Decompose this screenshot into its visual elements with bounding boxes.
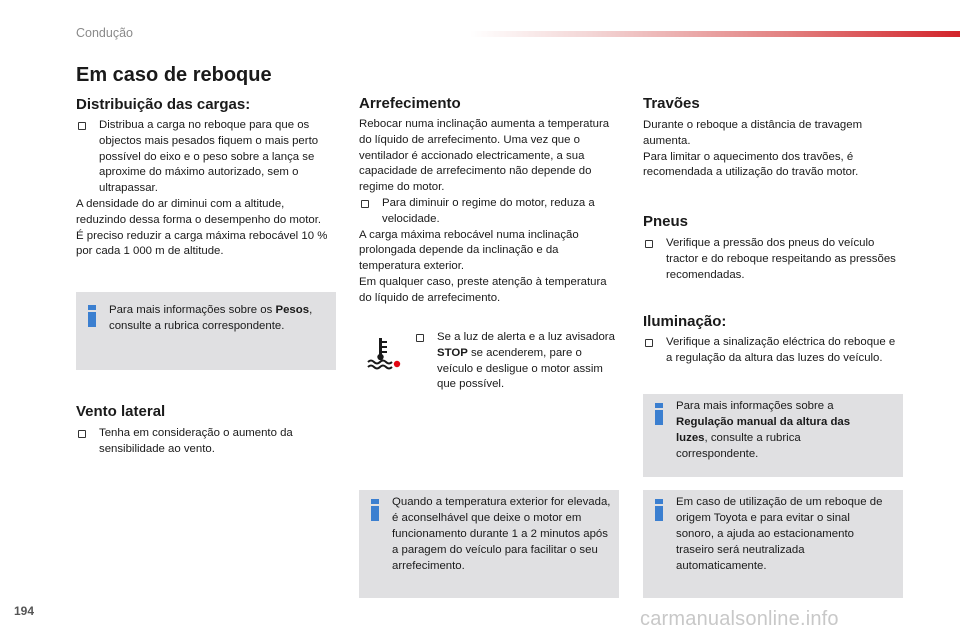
watermark: carmanualsonline.info (640, 608, 839, 630)
brakes-paragraph: Durante o reboque a distância de travagem aumenta. (643, 119, 863, 147)
list-item: Verifique a sinalização eléctrica do reboque e a regulação da altura das luzes do veículo. (643, 335, 898, 367)
heading-lighting: Iluminação: (643, 313, 727, 330)
list-item: Distribua a carga no reboque para que os objectos mais pesados fiquem o mais perto possível do eixo e o peso sobre a lança se aproxime do máximo autorizado, sem o ultrapassar. (76, 118, 331, 197)
list-item: Tenha em consideração o aumento da sensibilidade ao vento. (76, 426, 331, 458)
crosswind-text (76, 426, 331, 458)
heading-load-distribution: Distribuição das cargas: (76, 96, 251, 113)
list-item: Verifique a pressão dos pneus do veículo tractor e do reboque respeitando as pressões recomendadas. (643, 236, 898, 283)
info-box-trailer (643, 490, 903, 598)
list-item: Para diminuir o regime do motor, reduza a velocidade. (359, 196, 617, 228)
cooling-text (359, 117, 617, 307)
cooling-paragraph: A carga máxima rebocável numa inclinação prolongada depende da inclinação e da temperatura exterior. (359, 228, 579, 273)
info-icon (371, 499, 379, 521)
checkbox-bullet-icon (645, 339, 653, 347)
altitude-paragraph: A densidade do ar diminui com a altitude, reduzindo dessa forma o desempenho do motor. É preciso reduzir a carga máxima rebocável 10 % por cada 1 000 m de altitude. (76, 197, 328, 258)
heading-brakes: Travões (643, 95, 700, 112)
heading-tyres: Pneus (643, 213, 689, 230)
checkbox-bullet-icon (361, 200, 369, 208)
info-text: Em caso de utilização de um reboque de origem Toyota e para evitar o sinal sonoro, a ajuda ao estacionamento traseiro será neutralizada automaticamente. (676, 496, 883, 572)
header-accent-bar (470, 31, 960, 37)
info-icon (88, 305, 96, 327)
cooling-paragraph: Em qualquer caso, preste atenção à temperatura do líquido de arrefecimento. (359, 275, 607, 304)
info-box-headlamp-levelling (643, 394, 903, 477)
info-text: Para mais informações sobre a Regulação manual da altura das luzes, consulte a rubrica correspondente. (676, 400, 851, 460)
lighting-text (643, 335, 898, 367)
info-box-weights (76, 292, 336, 370)
page-title: Em caso de reboque (76, 64, 272, 86)
coolant-temperature-warning-icon (362, 334, 402, 374)
info-box-cooling (359, 490, 619, 598)
page-number: 194 (14, 604, 35, 618)
info-text: Quando a temperatura exterior for elevada, é aconselhável que deixe o motor em funcionamento durante 1 a 2 minutos após a paragem do veículo para facilitar o seu arrefecimento. (392, 496, 611, 572)
heading-crosswind: Vento lateral (76, 403, 166, 420)
brakes-text (643, 118, 898, 181)
heading-cooling: Arrefecimento (359, 95, 461, 112)
checkbox-bullet-icon (78, 430, 86, 438)
load-distribution-text (76, 118, 331, 260)
info-icon (655, 403, 663, 425)
cooling-paragraph: Rebocar numa inclinação aumenta a temperatura do líquido de arrefecimento. Uma vez que o ventilador é accionado electricamente, a sua capacidade de arrefecimento não depende do regime do motor. (359, 118, 610, 194)
info-icon (655, 499, 663, 521)
checkbox-bullet-icon (645, 240, 653, 248)
checkbox-bullet-icon (416, 334, 424, 342)
tyres-text (643, 236, 898, 283)
info-text: Para mais informações sobre os Pesos, consulte a rubrica correspondente. (109, 304, 313, 332)
section-label: Condução (76, 26, 133, 40)
brakes-paragraph: Para limitar o aquecimento dos travões, é recomendada a utilização do travão motor. (643, 150, 859, 179)
checkbox-bullet-icon (78, 122, 86, 130)
list-item: Se a luz de alerta e a luz avisadora STOP se acenderem, pare o veículo e desligue o motor assim que possível. (414, 330, 620, 393)
warning-text (414, 330, 620, 393)
